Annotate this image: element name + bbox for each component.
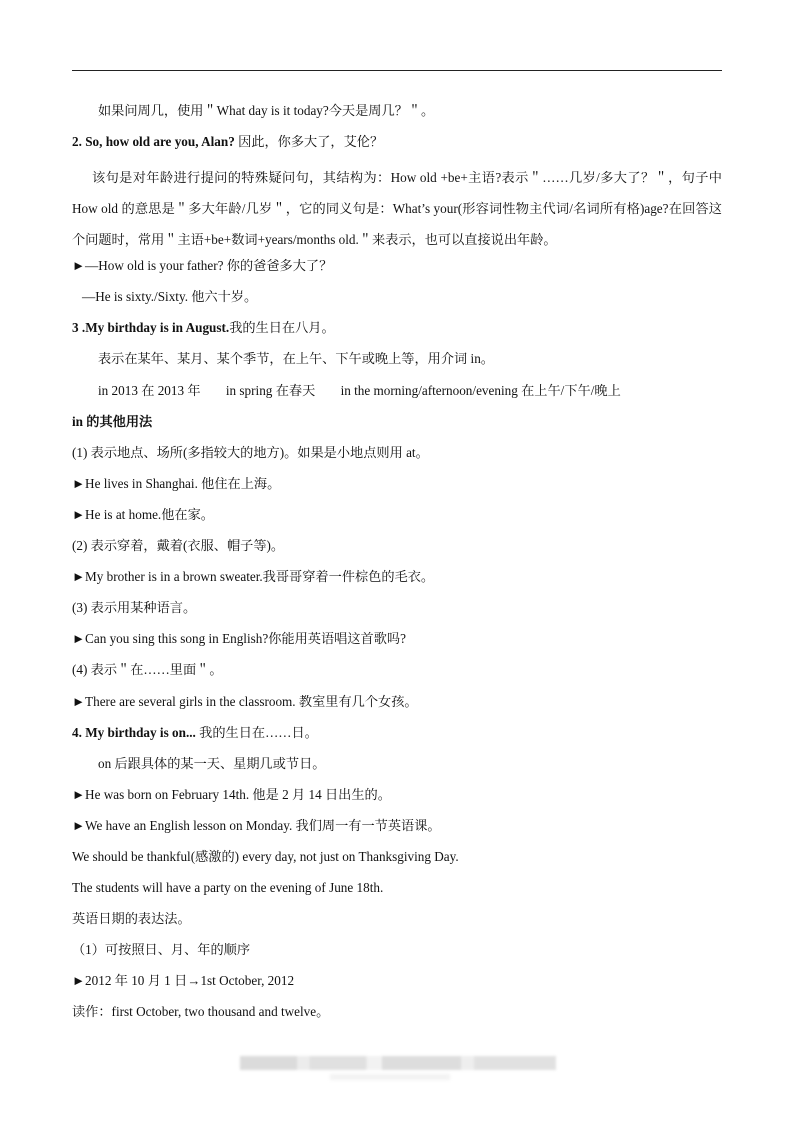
text: We should be thankful(感激的) every day, not just on Thanksgiving Day. <box>72 848 459 864</box>
paragraph <box>72 442 722 473</box>
paragraph <box>72 1001 722 1032</box>
paragraph <box>72 753 722 784</box>
heading-item-4 <box>72 722 722 753</box>
paragraph <box>72 100 722 131</box>
example-line <box>72 628 722 659</box>
paragraph <box>72 535 722 566</box>
heading-text: 3 .My birthday is in August. <box>72 320 230 336</box>
heading-text: in 的其他用法 <box>72 413 153 429</box>
text: ►2012 年 10 月 1 日→1st October, 2012 <box>72 973 295 989</box>
text: ►There are several girls in the classroom. 教室里有几个女孩。 <box>72 693 418 709</box>
example-line <box>72 504 722 535</box>
blurred-footer-watermark <box>240 1056 556 1070</box>
sentence <box>72 846 722 877</box>
text: ►He was born on February 14th. 他是 2 月 14 日出生的。 <box>72 786 391 802</box>
heading-item-3 <box>72 317 722 348</box>
text: ►My brother is in a brown sweater.我哥哥穿着一件棕色的毛衣。 <box>72 569 435 585</box>
section-heading <box>72 411 722 442</box>
example-line <box>72 784 722 815</box>
heading-text: 4. My birthday is on... <box>72 724 196 740</box>
text: The students will have a party on the evening of June 18th. <box>72 880 384 896</box>
blurred-footer-watermark <box>330 1074 450 1080</box>
text: ►We have an English lesson on Monday. 我们周一有一节英语课。 <box>72 817 441 833</box>
text: (4) 表示＂在……里面＂。 <box>72 662 223 678</box>
text: ►Can you sing this song in English?你能用英语唱这首歌吗? <box>72 631 406 647</box>
example-line <box>72 566 722 597</box>
text: 表示在某年、某月、某个季节，在上午、下午或晚上等，用介词 in。 <box>98 351 494 367</box>
text: 读作：first October, two thousand and twelve。 <box>72 1004 330 1020</box>
paragraph <box>72 348 722 379</box>
text: (1) 表示地点、场所(多指较大的地方)。如果是小地点则用 at。 <box>72 444 429 460</box>
text: ►He lives in Shanghai. 他住在上海。 <box>72 475 281 491</box>
examples-row <box>72 380 722 411</box>
text: 该句是对年龄进行提问的特殊疑问句，其结构为：How old +be+主语?表示＂……几岁/多大了？＂，句子中 How old 的意思是＂多大年龄/几岁＂，它的同义句是：What’s your(形容词性物主代词/名词所有格)age?在回答这个问题时，常用＂主语+be+数词+years/months old.＂来表示，也可以直接说出年龄。 <box>72 170 722 248</box>
paragraph <box>72 908 722 939</box>
text: ►—How old is your father? 你的爸爸多大了？ <box>72 258 333 274</box>
explanation-paragraph <box>72 162 722 255</box>
example-line <box>72 286 722 317</box>
example-line <box>72 473 722 504</box>
translation-text: 我的生日在八月。 <box>229 320 335 336</box>
text: 英语日期的表达法。 <box>72 911 191 927</box>
translation-text: 因此，你多大了，艾伦？ <box>238 134 384 150</box>
paragraph <box>72 597 722 628</box>
text: （1）可按照日、月、年的顺序 <box>72 942 251 958</box>
heading-item-2 <box>72 131 722 162</box>
example-text: in spring 在春天 <box>225 382 316 398</box>
text: 如果问周几，使用＂What day is it today?今天是周几？＂。 <box>98 103 435 118</box>
sentence <box>72 877 722 908</box>
document-body <box>72 100 722 1033</box>
heading-text: 2. So, how old are you, Alan? <box>72 134 235 150</box>
paragraph <box>72 939 722 970</box>
text: ►He is at home.他在家。 <box>72 506 214 522</box>
example-line <box>72 255 722 286</box>
text: (2) 表示穿着，戴着(衣服、帽子等)。 <box>72 538 285 554</box>
example-text: in the morning/afternoon/evening 在上午/下午/晚上 <box>340 382 621 398</box>
example-line <box>72 970 722 1001</box>
example-line <box>72 691 722 722</box>
text: (3) 表示用某种语言。 <box>72 600 197 616</box>
paragraph <box>72 659 722 690</box>
text: on 后跟具体的某一天、星期几或节日。 <box>98 755 326 771</box>
example-line <box>72 815 722 846</box>
translation-text: 我的生日在……日。 <box>199 724 318 740</box>
example-text: in 2013 在 2013 年 <box>98 382 201 398</box>
header-rule <box>72 70 722 71</box>
text: —He is sixty./Sixty. 他六十岁。 <box>82 289 258 305</box>
